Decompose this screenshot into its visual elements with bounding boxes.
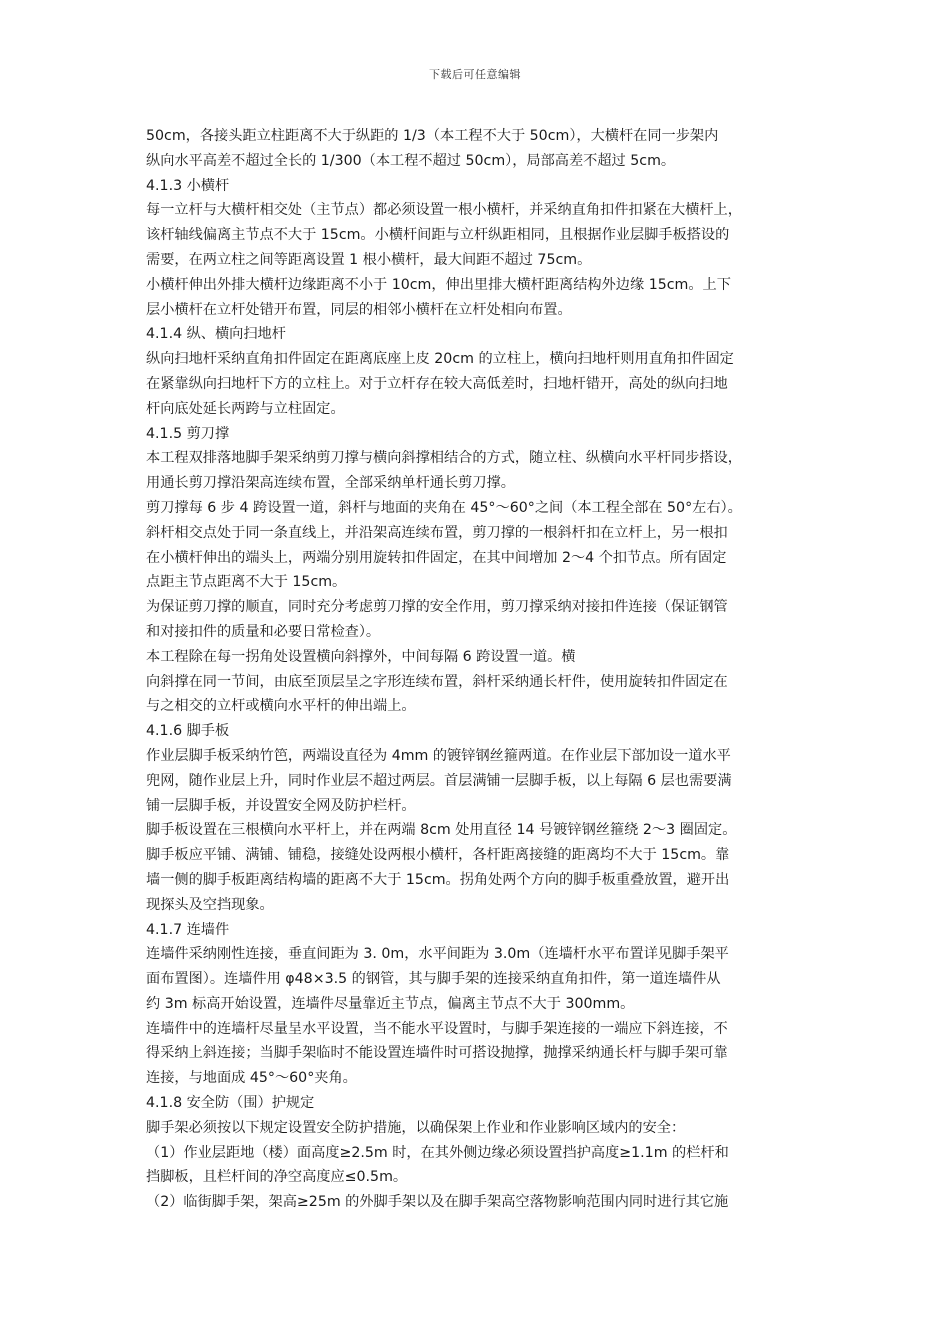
section-heading-4-1-3: 4.1.3 小横杆 <box>146 177 230 194</box>
section-heading-4-1-8: 4.1.8 安全防（围）护规定 <box>146 1095 315 1112</box>
paragraph-line: 约 3m 标高开始设置，连墙件尽量靠近主节点，偏离主节点不大于 300mm。 <box>146 995 635 1012</box>
paragraph-line: 纵向扫地杆采纳直角扣件固定在距离底座上皮 20cm 的立柱上，横向扫地杆则用直角扣件固定 <box>146 351 734 368</box>
paragraph-line: 面布置图）。连墙件用 φ48×3.5 的钢管，其与脚手架的连接采纳直角扣件，第一道连墙件从 <box>146 971 721 988</box>
paragraph-line: 脚手架必须按以下规定设置安全防护措施，以确保架上作业和作业影响区域内的安全： <box>146 1119 686 1136</box>
paragraph-line: 纵向水平高差不超过全长的 1/300（本工程不超过 50cm），局部高差不超过 5cm。 <box>146 152 676 169</box>
paragraph-line: 铺一层脚手板，并设置安全网及防护栏杆。 <box>146 797 416 814</box>
paragraph-line: 为保证剪刀撑的顺直，同时充分考虑剪刀撑的安全作用，剪刀撑采纳对接扣件连接（保证钢管 <box>146 599 728 616</box>
paragraph-line: 在小横杆伸出的端头上，两端分别用旋转扣件固定，在其中间增加 2～4 个扣节点。所有固定 <box>146 549 727 566</box>
paragraph-line: 连墙件中的连墙杆尽量呈水平设置，当不能水平设置时，与脚手架连接的一端应下斜连接，不 <box>146 1020 728 1037</box>
paragraph-line: （2）临街脚手架，架高≥25m 的外脚手架以及在脚手架高空落物影响范围内同时进行其它施 <box>146 1194 729 1211</box>
paragraph-line: 小横杆伸出外排大横杆边缘距离不小于 10cm，伸出里排大横杆距离结构外边缘 15cm。上下 <box>146 276 731 293</box>
paragraph-line: 和对接扣件的质量和必要日常检查）。 <box>146 623 381 640</box>
paragraph-line: 50cm，各接头距立柱距离不大于纵距的 1/3（本工程不大于 50cm），大横杆在同一步架内 <box>146 128 719 144</box>
document-body <box>146 124 810 1215</box>
paragraph-line: （1）作业层距地（楼）面高度≥2.5m 时，在其外侧边缘必须设置挡护高度≥1.1m 的栏杆和 <box>146 1144 729 1161</box>
paragraph-line: 需要，在两立柱之间等距离设置 1 根小横杆，最大间距不超过 75cm。 <box>146 251 592 268</box>
section-heading-4-1-5: 4.1.5 剪刀撑 <box>146 425 230 442</box>
paragraph-line: 本工程双排落地脚手架采纳剪刀撑与横向斜撑相结合的方式，随立柱、纵横向水平杆同步搭设， <box>146 450 742 467</box>
page-header: 下载后可任意编辑 <box>429 68 521 81</box>
paragraph-line: 斜杆相交点处于同一条直线上，并沿架高连续布置，剪刀撑的一根斜杆扣在立杆上，另一根扣 <box>146 524 728 541</box>
paragraph-line: 脚手板设置在三根横向水平杆上，并在两端 8cm 处用直径 14 号镀锌钢丝箍绕 2～3 圈固定。 <box>146 822 737 839</box>
paragraph-line: 层小横杆在立杆处错开布置，同层的相邻小横杆在立杆处相向布置。 <box>146 301 572 318</box>
paragraph-line: 连接，与地面成 45°～60°夹角。 <box>146 1070 357 1087</box>
paragraph-line: 连墙件采纳刚性连接，垂直间距为 3. 0m，水平间距为 3.0m（连墙杆水平布置详见脚手架平 <box>146 946 729 963</box>
section-heading-4-1-4: 4.1.4 纵、横向扫地杆 <box>146 326 286 343</box>
paragraph-line: 作业层脚手板采纳竹笆，两端设直径为 4mm 的镀锌钢丝箍两道。在作业层下部加设一道水平 <box>146 747 731 764</box>
paragraph-line: 挡脚板，且栏杆间的净空高度应≤0.5m。 <box>146 1169 408 1186</box>
paragraph-line: 得采纳上斜连接；当脚手架临时不能设置连墙件时可搭设抛撑，抛撑采纳通长杆与脚手架可靠 <box>146 1045 728 1062</box>
paragraph-line: 与之相交的立杆或横向水平杆的伸出端上。 <box>146 698 416 715</box>
section-heading-4-1-6: 4.1.6 脚手板 <box>146 723 230 740</box>
section-heading-4-1-7: 4.1.7 连墙件 <box>146 921 230 938</box>
paragraph-line: 该杆轴线偏离主节点不大于 15cm。小横杆间距与立杆纵距相同，且根据作业层脚手板搭设的 <box>146 227 730 244</box>
paragraph-line: 每一立杆与大横杆相交处（主节点）都必须设置一根小横杆，并采纳直角扣件扣紧在大横杆上， <box>146 202 742 219</box>
paragraph-line: 在紧靠纵向扫地杆下方的立柱上。对于立杆存在较大高低差时，扫地杆错开，高处的纵向扫地 <box>146 375 728 392</box>
paragraph-line: 点距主节点距离不大于 15cm。 <box>146 574 347 591</box>
paragraph-line: 杆向底处延长两跨与立柱固定。 <box>146 400 345 417</box>
paragraph-line: 脚手板应平铺、满铺、铺稳，接缝处设两根小横杆，各杆距离接缝的距离均不大于 15cm。靠 <box>146 847 730 864</box>
paragraph-line: 向斜撑在同一节间，由底至顶层呈之字形连续布置，斜杆采纳通长杆件，使用旋转扣件固定在 <box>146 673 728 690</box>
paragraph-line: 兜网，随作业层上升，同时作业层不超过两层。首层满铺一层脚手板，以上每隔 6 层也需要满 <box>146 772 732 789</box>
paragraph-line: 剪刀撑每 6 步 4 跨设置一道，斜杆与地面的夹角在 45°～60°之间（本工程全部在 50°左右）。 <box>146 499 742 516</box>
paragraph-line: 本工程除在每一拐角处设置横向斜撑外，中间每隔 6 跨设置一道。横 <box>146 648 576 665</box>
paragraph-line: 用通长剪刀撑沿架高连续布置，全部采纳单杆通长剪刀撑。 <box>146 475 515 492</box>
paragraph-line: 墙一侧的脚手板距离结构墙的距离不大于 15cm。拐角处两个方向的脚手板重叠放置，避开出 <box>146 871 730 888</box>
paragraph-line: 现探头及空挡现象。 <box>146 896 274 913</box>
